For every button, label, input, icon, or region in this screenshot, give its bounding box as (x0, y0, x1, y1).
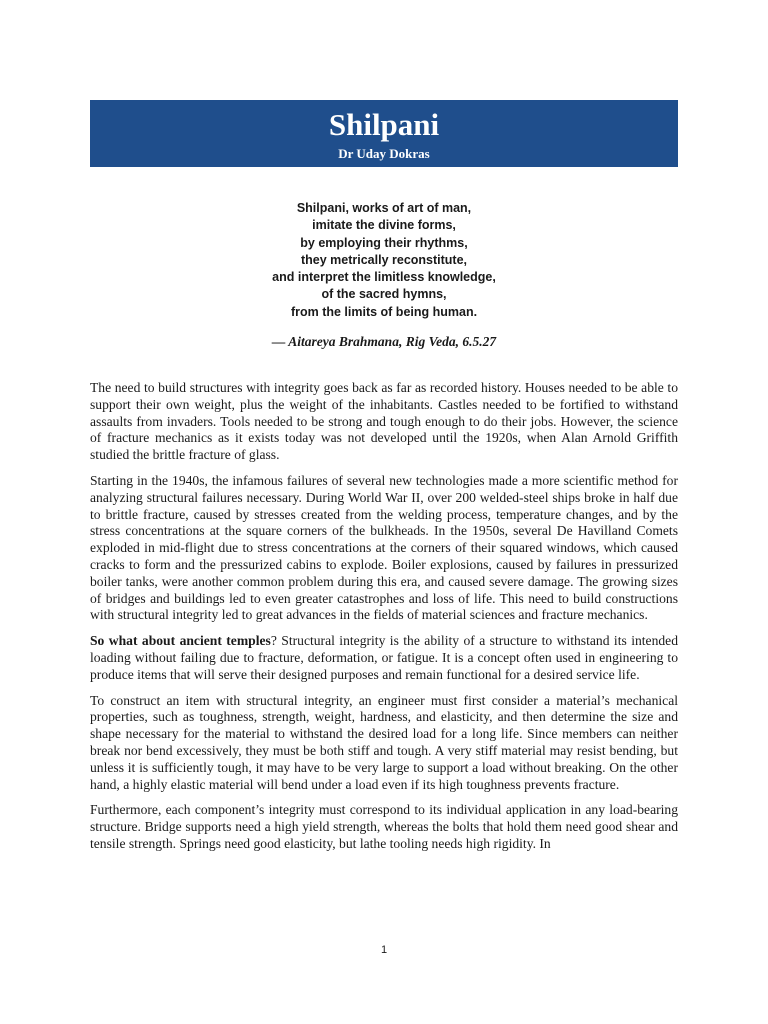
author-name: Dr Uday Dokras (338, 146, 430, 161)
paragraph-text: Furthermore, each component’s integrity must correspond to its individual application in any load-bearing structure. Bridge supports need a high yield strength, whereas the bolts that hold them need good shear and tensile strength. Springs need good elasticity, but lathe tooling needs high rigidity. In (90, 802, 678, 851)
document-title: Shilpani (328, 107, 440, 142)
paragraph-text: To construct an item with structural integrity, an engineer must first consider a material’s mechanical properties, such as toughness, strength, weight, hardness, and elasticity, and then determine the size and shape necessary for the material to withstand the desired load for a long life. Since members can neither break nor bend excessively, they must be both stiff and tough. A very stiff material may resist bending, but unless it is sufficiently tough, it may have to be very large to support a load without breaking. On the other hand, a highly elastic material will bend under a load even if its high toughness prevents fracture. (90, 692, 678, 792)
poem-line: they metrically reconstitute, (300, 252, 468, 267)
body-text (90, 380, 678, 862)
paragraph-lead: So what about ancient temples (90, 633, 271, 649)
paragraph (90, 802, 678, 852)
epigraph-poem (90, 200, 678, 321)
paragraph (90, 633, 678, 683)
poem-line: imitate the divine forms, (312, 218, 456, 233)
paragraph (90, 380, 678, 464)
page-number: 1 (380, 944, 388, 956)
paragraph-text: The need to build structures with integrity goes back as far as recorded history. Houses needed to be able to support their own weight, plus the weight of the inhabitants. Castles needed to be fortified to withstand assaults from invaders. Tools needed to be strong and tough enough to do their jobs. However, the science of fracture mechanics as it exists today was not developed until the 1920s, when Alan Arnold Griffith studied the brittle fracture of glass. (90, 380, 678, 463)
paragraph (90, 693, 678, 794)
poem-line: Shilpani, works of art of man, (296, 201, 472, 215)
paragraph-text: Starting in the 1940s, the infamous failures of several new technologies made a more scientific method for analyzing structural failures necessary. During World War II, over 200 welded-steel ships broke in half due to brittle fracture, caused by stresses created from the welding process, temperature changes, and by the stress concentrations at the square corners of the bulkheads. In the 1950s, several De Havilland Comets exploded in mid-flight due to stress concentrations at the corners of their squared windows, which caused cracks to form and the pressurized cabins to explode. Boiler explosions, caused by failures in pressurized boiler tanks, were another common problem during this era, and caused severe damage. The growing sizes of bridges and buildings led to even greater catastrophes and loss of life. This need to build constructions with structural integrity led to great advances in the fields of material sciences and fracture mechanics. (90, 472, 678, 623)
poem-line: from the limits of being human. (290, 304, 478, 319)
epigraph-citation: — Aitareya Brahmana, Rig Veda, 6.5.27 (271, 334, 497, 349)
poem-line: and interpret the limitless knowledge, (272, 270, 496, 285)
poem-line: of the sacred hymns, (321, 287, 447, 302)
paragraph (90, 473, 678, 624)
poem-line: by employing their rhythms, (300, 235, 468, 250)
title-banner (90, 100, 678, 167)
paragraph-text: ? Structural integrity is the ability of a structure to withstand its intended loading without failing due to fracture, deformation, or fatigue. It is a concept often used in engineering to produce items that will serve their designed purposes and remain functional for a desired service life. (90, 633, 678, 682)
